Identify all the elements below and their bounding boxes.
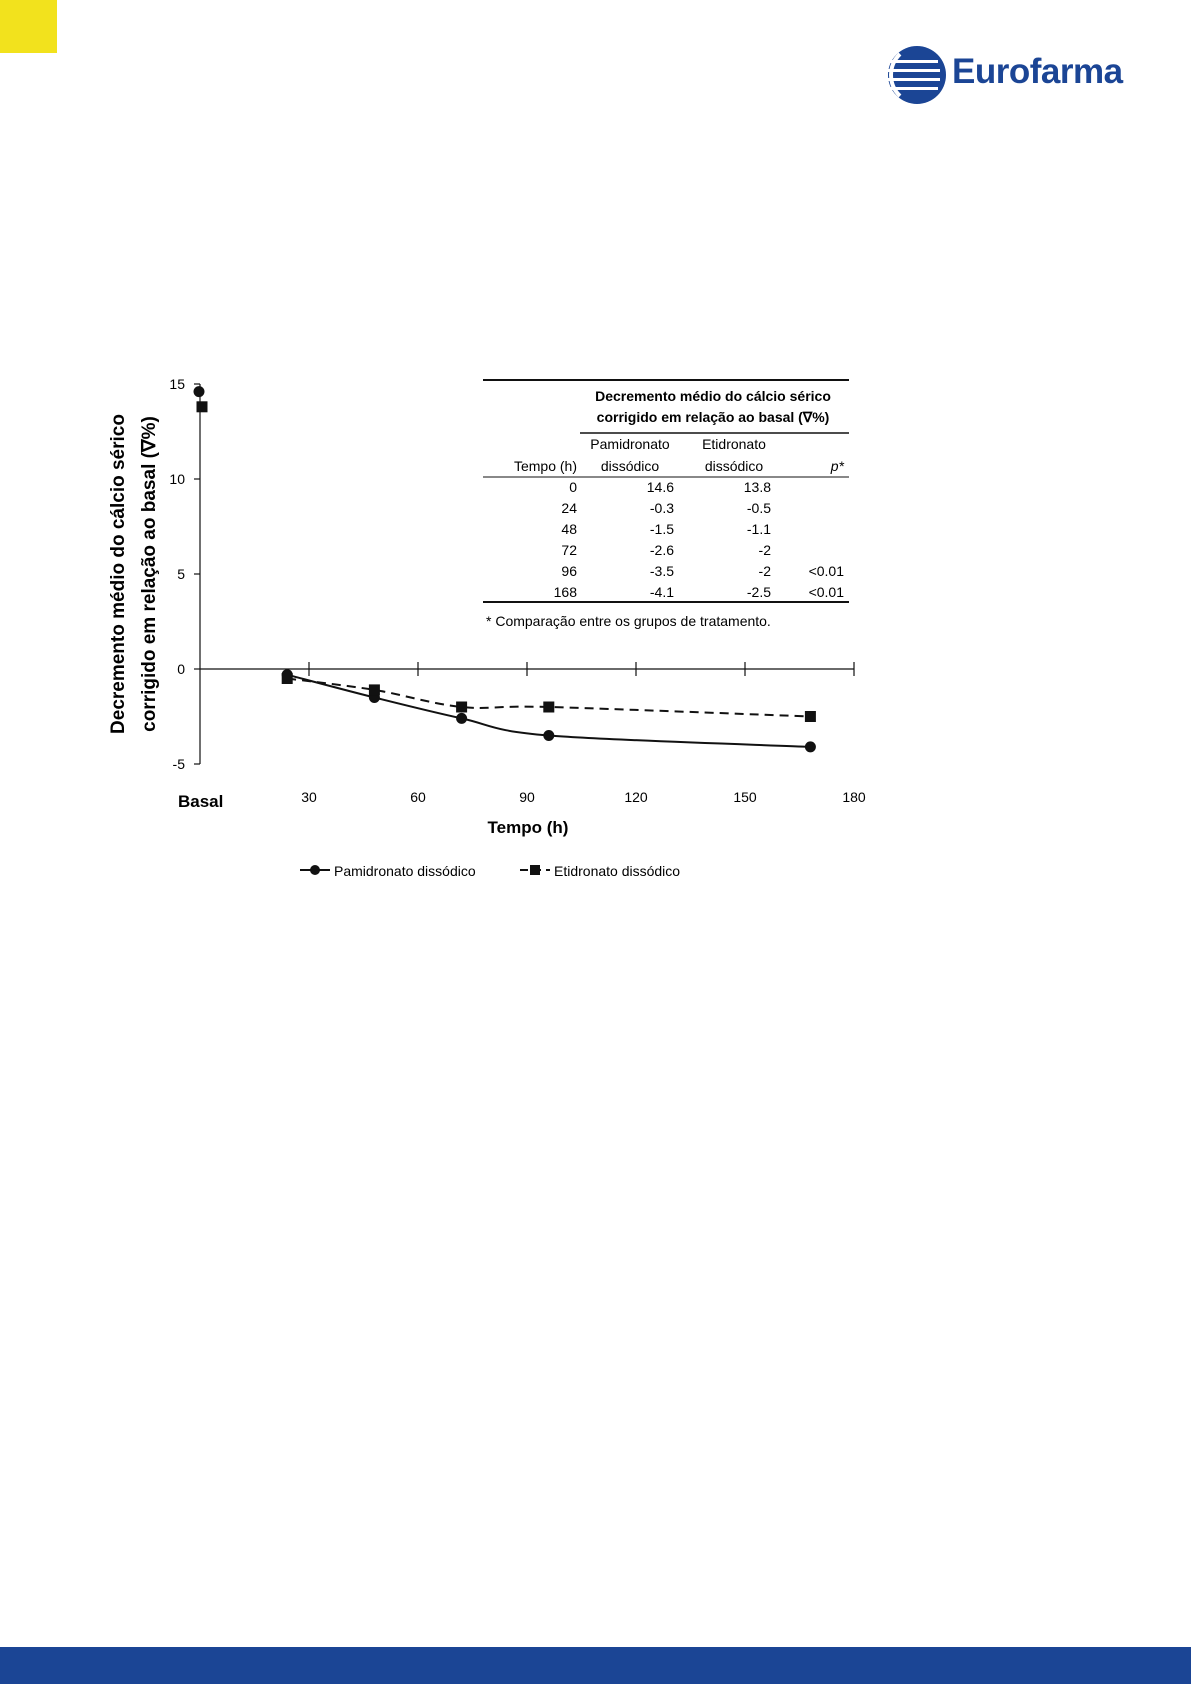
data-point-etidronato <box>197 401 208 412</box>
data-point-pamidronato <box>805 741 816 752</box>
x-tick-label: 30 <box>301 789 317 805</box>
x-axis-title: Tempo (h) <box>487 818 569 837</box>
table-header-cell: Tempo (h) <box>513 458 577 474</box>
x-tick-label: 150 <box>733 789 757 805</box>
data-point-pamidronato <box>543 730 554 741</box>
y-axis-title-line: corrigido em relação ao basal (∇%) <box>139 416 160 732</box>
table-cell: <0.01 <box>808 563 844 579</box>
x-tick-label: 180 <box>842 789 866 805</box>
legend-label-pamidronato: Pamidronato dissódico <box>334 863 476 879</box>
data-point-pamidronato <box>194 386 205 397</box>
data-point-etidronato <box>543 702 554 713</box>
data-point-pamidronato <box>456 713 467 724</box>
table-title-line: corrigido em relação ao basal (∇%) <box>596 409 830 425</box>
footer-bar <box>0 1647 1191 1684</box>
table-cell: 96 <box>561 563 577 579</box>
table-cell: -1.5 <box>649 521 674 537</box>
table-cell: -3.5 <box>649 563 674 579</box>
table-cell: -1.1 <box>746 521 771 537</box>
table-cell: 48 <box>561 521 577 537</box>
table-header-cell: dissódico <box>600 458 660 474</box>
table-cell: 24 <box>561 500 577 516</box>
table-cell: -0.5 <box>746 500 771 516</box>
table-cell: 14.6 <box>646 479 674 495</box>
table-cell: 13.8 <box>743 479 771 495</box>
x-tick-label: 60 <box>410 789 426 805</box>
table-cell: -0.3 <box>649 500 674 516</box>
legend-marker-etidronato <box>530 865 540 875</box>
y-tick-label: 0 <box>177 661 185 677</box>
inset-table <box>483 380 849 629</box>
data-point-etidronato <box>282 673 293 684</box>
table-cell: -2 <box>758 542 771 558</box>
table-cell: 72 <box>561 542 577 558</box>
table-title-line: Decremento médio do cálcio sérico <box>595 388 831 404</box>
y-tick-label: -5 <box>172 756 185 772</box>
table-cell: -2 <box>758 563 771 579</box>
x-tick-label: Basal <box>178 792 224 811</box>
table-cell: -2.5 <box>746 584 771 600</box>
table-header-cell: Pamidronato <box>590 436 670 452</box>
data-point-etidronato <box>805 711 816 722</box>
table-header-cell: Etidronato <box>702 436 766 452</box>
chart-legend <box>300 863 680 879</box>
legend-marker-pamidronato <box>310 865 320 875</box>
table-cell: -2.6 <box>649 542 674 558</box>
brand-name: Eurofarma <box>952 52 1123 91</box>
table-cell: <0.01 <box>808 584 844 600</box>
table-cell: 0 <box>569 479 577 495</box>
y-axis-title-line: Decremento médio do cálcio sérico <box>108 414 129 734</box>
y-tick-label: 10 <box>169 471 185 487</box>
table-header-cell: p* <box>830 458 844 474</box>
table-cell: 168 <box>553 584 577 600</box>
data-point-etidronato <box>369 684 380 695</box>
x-tick-label: 90 <box>519 789 535 805</box>
x-tick-label: 120 <box>624 789 648 805</box>
y-tick-label: 5 <box>177 566 185 582</box>
table-footnote: * Comparação entre os grupos de tratamento. <box>486 613 771 629</box>
data-point-etidronato <box>456 702 467 713</box>
table-cell: -4.1 <box>649 584 674 600</box>
y-axis-title <box>108 414 160 734</box>
legend-label-etidronato: Etidronato dissódico <box>554 863 681 879</box>
table-header-cell: dissódico <box>704 458 764 474</box>
y-tick-label: 15 <box>169 376 185 392</box>
